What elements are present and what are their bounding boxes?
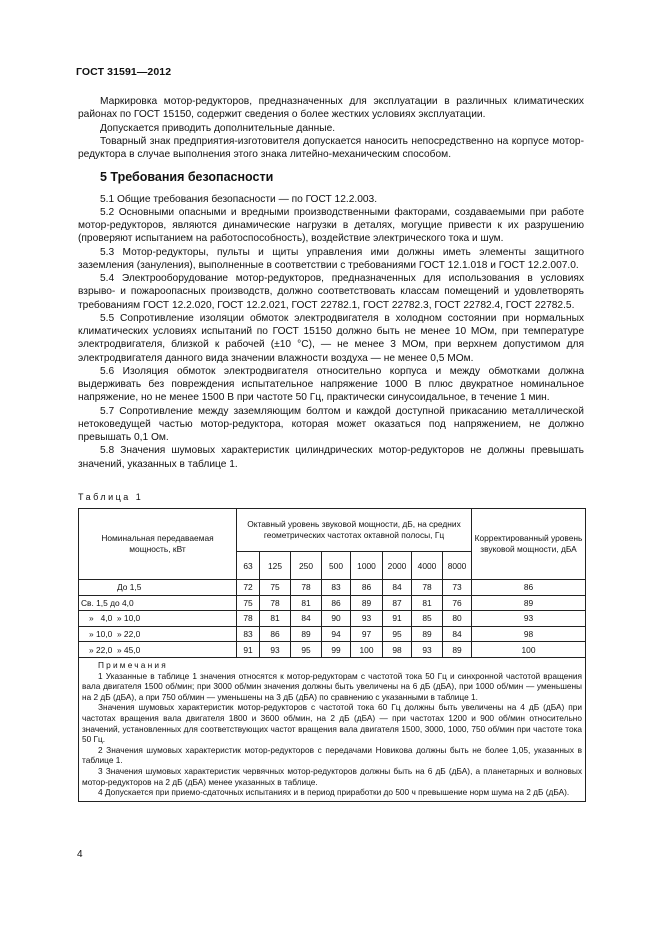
value-cell: 78 [260, 595, 291, 611]
table-notes [79, 657, 586, 801]
value-cell: 89 [443, 642, 472, 658]
value-cell: 98 [383, 642, 412, 658]
clause-5-5: 5.5 Сопротивление изоляции обмоток электродвигателя в холодном состоянии при нормальных климатических условиях испытаний по ГОСТ 15150 должно быть не менее 10 МОм, при температуре электродвигателя, близкой к рабочей (±10 °С), — не менее 3 МОм, при верхнем допустимом для электродвигателя данного вида значении влажности воздуха — не менее 0,5 МОм. [78, 312, 584, 364]
notes-title: Примечания [98, 659, 168, 670]
corrected-cell: 100 [472, 642, 586, 658]
table-caption: Таблица 1 [78, 492, 144, 502]
value-cell: 99 [322, 642, 351, 658]
value-cell: 78 [237, 611, 260, 627]
power-cell: Св. 1,5 до 4,0 [79, 595, 237, 611]
value-cell: 93 [260, 642, 291, 658]
value-cell: 78 [291, 580, 322, 596]
value-cell: 81 [291, 595, 322, 611]
value-cell: 81 [412, 595, 443, 611]
frequency-header: 2000 [383, 552, 412, 580]
value-cell: 78 [412, 580, 443, 596]
note-item: 2 Значения шумовых характеристик мотор-редукторов с передачами Новикова должны быть не более 1,05, указанных в таблице 1. [82, 744, 583, 766]
clause-5-6: 5.6 Изоляция обмоток электродвигателя относительно корпуса и между обмотками должна выдерживать без повреждения испытательное напряжение 1000 В плюс двукратное номинальное напряжение, но не менее 1500 В при частоте 50 Гц, практически синусоидальное, в течение 1 мин. [78, 365, 584, 404]
clause-5-3: 5.3 Мотор-редукторы, пульты и щиты управления ими должны иметь элементы защитного заземления (зануления), выполненные в соответствии с требованиями ГОСТ 12.1.018 и ГОСТ 12.2.007.0. [78, 246, 584, 271]
clause-5-1: 5.1 Общие требования безопасности — по ГОСТ 12.2.003. [100, 193, 378, 205]
frequency-header: 500 [322, 552, 351, 580]
corrected-cell: 98 [472, 626, 586, 642]
value-cell: 84 [443, 626, 472, 642]
value-cell: 93 [412, 642, 443, 658]
value-cell: 86 [322, 595, 351, 611]
section-title: 5 Требования безопасности [100, 170, 274, 185]
value-cell: 89 [412, 626, 443, 642]
value-cell: 95 [383, 626, 412, 642]
power-cell: » 4,0 » 10,0 [79, 611, 237, 627]
value-cell: 97 [351, 626, 383, 642]
corrected-column-header: Корректированный уровень звуковой мощности, дБА [472, 509, 586, 580]
value-cell: 83 [322, 580, 351, 596]
value-cell: 87 [383, 595, 412, 611]
value-cell: 89 [351, 595, 383, 611]
value-cell: 91 [237, 642, 260, 658]
table-row [79, 595, 586, 611]
value-cell: 75 [237, 595, 260, 611]
frequency-header: 4000 [412, 552, 443, 580]
value-cell: 80 [443, 611, 472, 627]
octave-column-header: Октавный уровень звуковой мощности, дБ, на средних геометрических частотах октавной полосы, Гц [237, 509, 472, 552]
power-cell: » 10,0 » 22,0 [79, 626, 237, 642]
value-cell: 83 [237, 626, 260, 642]
value-cell: 84 [291, 611, 322, 627]
noise-table [78, 508, 586, 802]
value-cell: 86 [351, 580, 383, 596]
value-cell: 95 [291, 642, 322, 658]
power-column-header: Номинальная передаваемая мощность, кВт [79, 509, 237, 580]
clause-5-7: 5.7 Сопротивление между заземляющим болтом и каждой доступной прикасанию металлической нетоковедущей частью мотор-редуктора, которая может оказаться под напряжением, не должно превышать 0,1 Ом. [78, 405, 584, 443]
value-cell: 72 [237, 580, 260, 596]
table-row [79, 626, 586, 642]
frequency-header: 8000 [443, 552, 472, 580]
document-code-header: ГОСТ 31591—2012 [76, 66, 172, 78]
table-row [79, 580, 586, 596]
note-item: 3 Значения шумовых характеристик червячных мотор-редукторов должны быть на 6 дБ (дБА), а планетарных и волновых мотор-редукторов на 2 дБ (дБА) менее указанных в таблице. [82, 765, 583, 787]
power-cell: До 1,5 [79, 580, 237, 596]
value-cell: 100 [351, 642, 383, 658]
value-cell: 91 [383, 611, 412, 627]
value-cell: 75 [260, 580, 291, 596]
clause-5-8: 5.8 Значения шумовых характеристик цилиндрических мотор-редукторов не должны превышать значений, указанных в таблице 1. [78, 445, 584, 470]
value-cell: 76 [443, 595, 472, 611]
clause-5-2: 5.2 Основными опасными и вредными производственными факторами, создаваемыми при работе мотор-редукторов, являются динамические нагрузки в деталях, могущие привести к их разрушению (проверяют испытанием на работоспособность), воздействие электрического тока и шум. [78, 206, 584, 245]
frequency-header: 125 [260, 552, 291, 580]
note-item: 4 Допускается при приемо-сдаточных испытаниях и в период приработки до 500 ч превышение норм шума на 2 дБ (дБА). [98, 787, 570, 798]
value-cell: 85 [412, 611, 443, 627]
value-cell: 94 [322, 626, 351, 642]
frequency-header: 1000 [351, 552, 383, 580]
table-row [79, 642, 586, 658]
value-cell: 84 [383, 580, 412, 596]
intro-paragraph: Допускается приводить дополнительные данные. [100, 122, 336, 134]
corrected-cell: 86 [472, 580, 586, 596]
value-cell: 89 [291, 626, 322, 642]
frequency-header: 250 [291, 552, 322, 580]
corrected-cell: 89 [472, 595, 586, 611]
body-text [78, 95, 584, 471]
clause-5-4: 5.4 Электрооборудование мотор-редукторов, предназначенных для использования в условиях взрыво- и пожароопасных производств, должно соответствовать классам помещений и удовлетворять требованиям ГОСТ 12.2.020, ГОСТ 12.2.021, ГОСТ 22782.1, ГОСТ 22782.3, ГОСТ 22782.4, ГОСТ 22782.5. [78, 273, 584, 311]
intro-paragraph: Маркировка мотор-редукторов, предназначенных для эксплуатации в различных климатических районах по ГОСТ 15150, содержит сведения о более жестких условиях эксплуатации. [78, 96, 584, 121]
frequency-header: 63 [237, 552, 260, 580]
power-cell: » 22,0 » 45,0 [79, 642, 237, 658]
note-item: Значения шумовых характеристик мотор-редукторов с частотой тока 60 Гц должны быть увеличены на 4 дБ (дБА) при частотах вращения вала двигателя 1800 и 3600 об/мин, на 2 дБ (дБА) — при частотах 1200 и 900 об/мин относительно значений, установленных для соответствующих частот вращения вала двигателя 1500, 3000, 1000, 750 об/мин при частоте тока 50 Гц. [82, 702, 583, 745]
corrected-cell: 93 [472, 611, 586, 627]
note-item: 1 Указанные в таблице 1 значения относятся к мотор-редукторам с частотой тока 50 Гц и синхронной частотой вращения вала двигателя 1500 об/мин; при 3000 об/мин значения должны быть увеличены на 6 дБ (дБА), при 1000 об/мин — уменьшены на 2 дБ (дБА), а при 750 об/мин — уменьшены на 3 дБ (дБА) по сравнению с указанными в таблице 1. [82, 670, 583, 702]
table-row [79, 611, 586, 627]
value-cell: 93 [351, 611, 383, 627]
value-cell: 86 [260, 626, 291, 642]
page-number: 4 [77, 849, 83, 860]
value-cell: 73 [443, 580, 472, 596]
value-cell: 81 [260, 611, 291, 627]
intro-paragraph: Товарный знак предприятия-изготовителя допускается наносить непосредственно на корпусе мотор-редуктора в случае выполнения этого знака литейно-механическим способом. [78, 135, 584, 160]
value-cell: 90 [322, 611, 351, 627]
